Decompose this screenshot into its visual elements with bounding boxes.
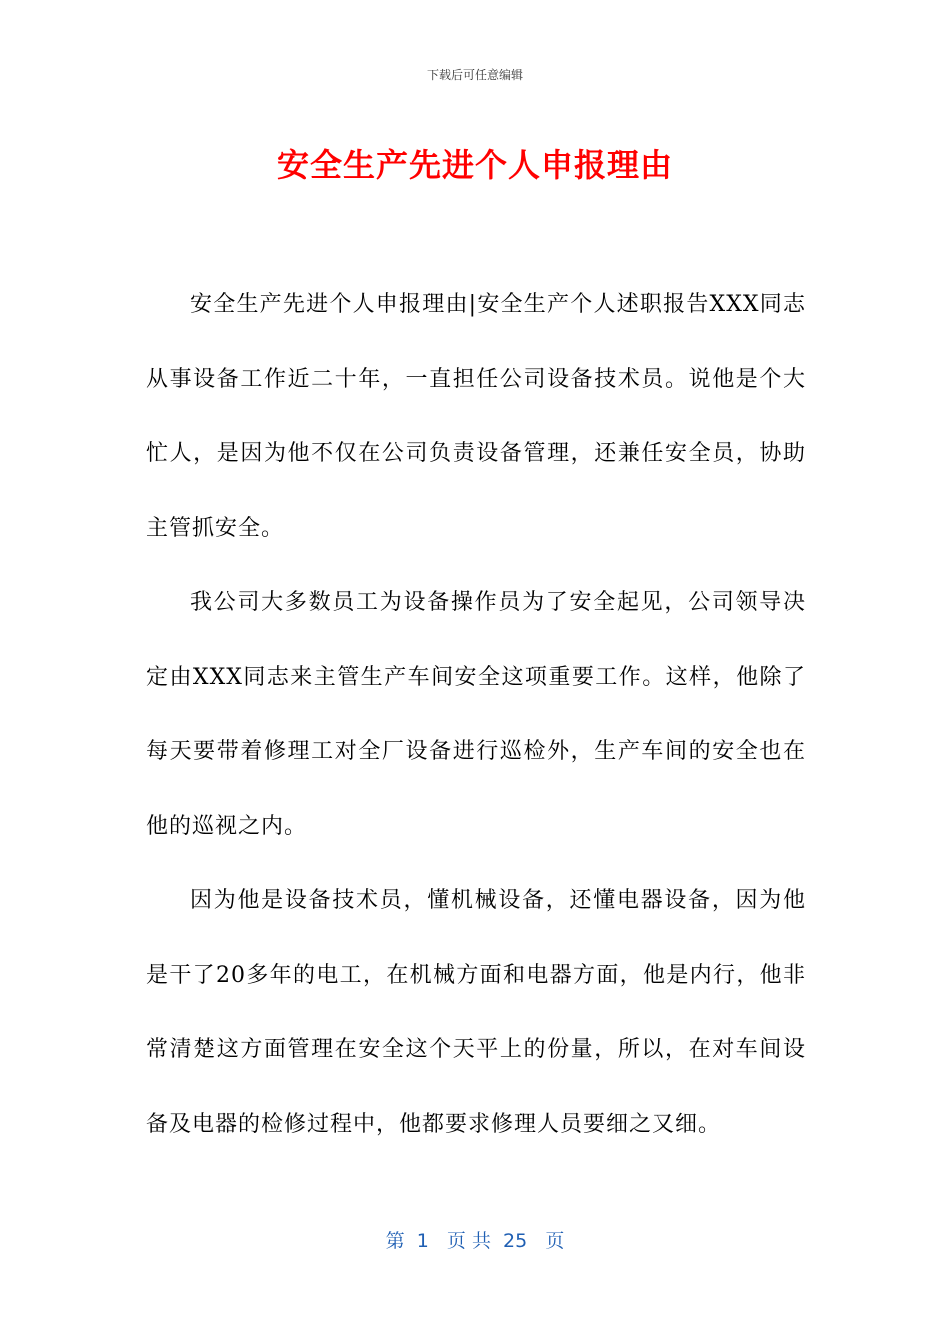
- document-body: [146, 268, 806, 1162]
- header-note: 下载后可任意编辑: [426, 68, 523, 82]
- page-footer: 第 1 页 共 25 页: [385, 1230, 565, 1252]
- paragraph-1: 安全生产先进个人申报理由|安全生产个人述职报告XXX同志从事设备工作近二十年，一直担任公司设备技术员。说他是个大忙人，是因为他不仅在公司负责设备管理，还兼任安全员，协助主管抓安全。: [146, 292, 806, 541]
- document-title: 安全生产先进个人申报理由: [276, 146, 673, 184]
- paragraph-2: 我公司大多数员工为设备操作员为了安全起见，公司领导决定由XXX同志来主管生产车间安全这项重要工作。这样，他除了每天要带着修理工对全厂设备进行巡检外，生产车间的安全也在他的巡视之内。: [146, 590, 806, 839]
- paragraph-3: 因为他是设备技术员，懂机械设备，还懂电器设备，因为他是干了20多年的电工，在机械方面和电器方面，他是内行，他非常清楚这方面管理在安全这个天平上的份量，所以，在对车间设备及电器的检修过程中，他都要求修理人员要细之又细。: [146, 888, 806, 1137]
